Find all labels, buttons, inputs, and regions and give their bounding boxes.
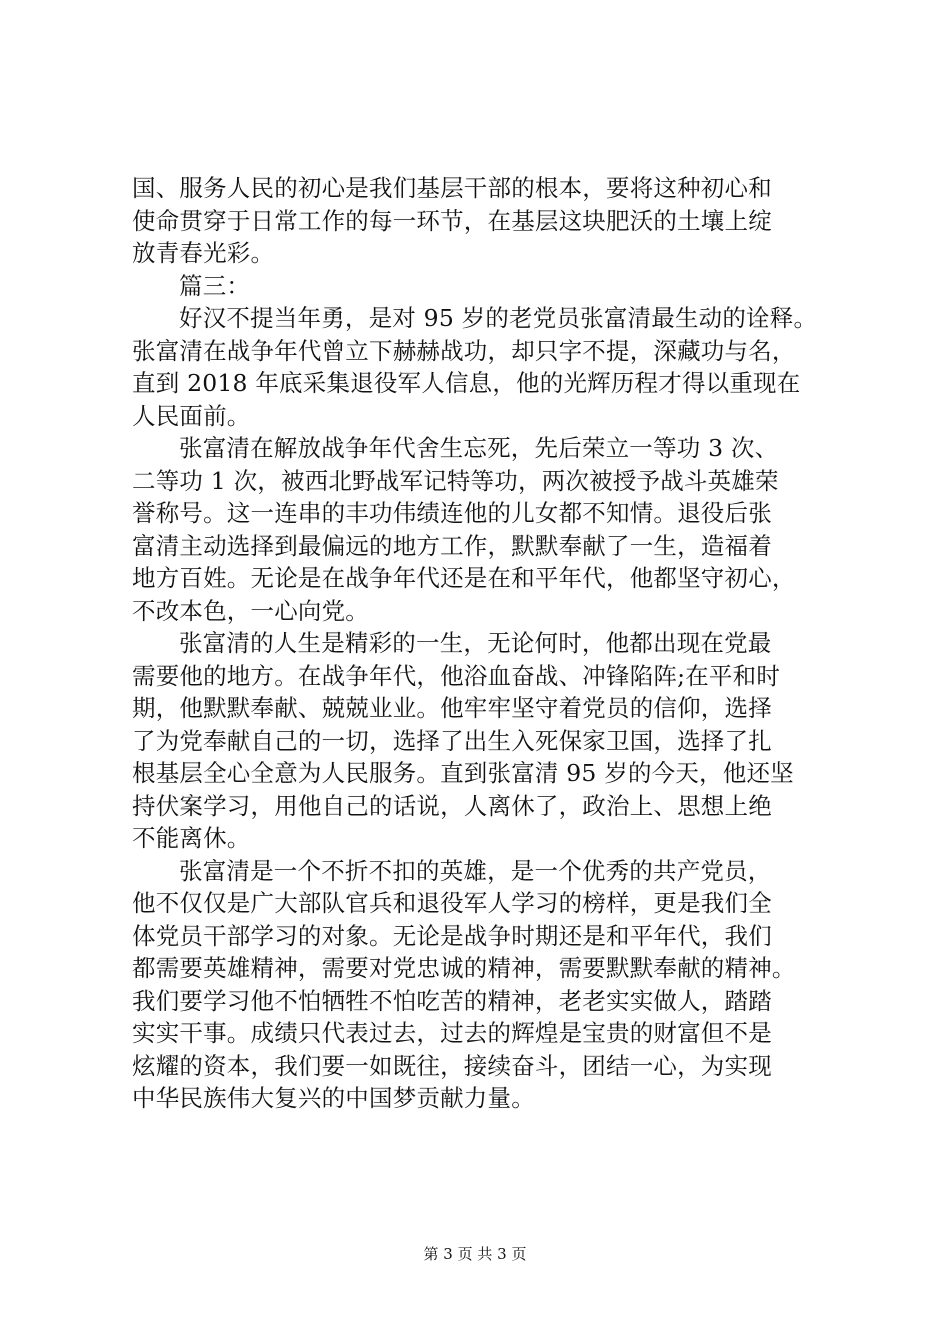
text-line: 他不仅仅是广大部队官兵和退役军人学习的榜样，更是我们全 bbox=[132, 889, 772, 917]
text-line: 好汉不提当年勇，是对 95 岁的老党员张富清最生动的诠释。 bbox=[179, 304, 818, 332]
text-line: 地方百姓。无论是在战争年代还是在和平年代，他都坚守初心， bbox=[132, 564, 796, 592]
text-line: 体党员干部学习的对象。无论是战争时期还是和平年代，我们 bbox=[132, 921, 772, 950]
text-line: 誉称号。这一连串的丰功伟绩连他的儿女都不知情。退役后张 bbox=[132, 499, 772, 527]
text-line: 需要他的地方。在战争年代，他浴血奋战、冲锋陷阵;在平和时 bbox=[132, 661, 781, 690]
text-line: 都需要英雄精神，需要对党忠诚的精神，需要默默奉献的精神。 bbox=[132, 954, 796, 982]
text-line: 我们要学习他不怕牺牲不怕吃苦的精神，老老实实做人，踏踏 bbox=[132, 986, 772, 1015]
text-line: 二等功 1 次，被西北野战军记特等功，两次被授予战斗英雄荣 bbox=[132, 466, 779, 495]
text-line: 国、服务人民的初心是我们基层干部的根本，要将这种初心和 bbox=[132, 174, 772, 202]
text-line: 张富清在解放战争年代舍生忘死，先后荣立一等功 3 次、 bbox=[179, 434, 779, 462]
text-line: 中华民族伟大复兴的中国梦贡献力量。 bbox=[132, 1084, 535, 1112]
section-heading bbox=[132, 270, 852, 303]
text-line: 持伏案学习，用他自己的话说，人离休了，政治上、思想上绝 bbox=[132, 791, 772, 820]
paragraph bbox=[132, 302, 852, 432]
text-line: 放青春光彩。 bbox=[132, 239, 275, 267]
text-line: 张富清是一个不折不扣的英雄，是一个优秀的共产党员， bbox=[179, 856, 772, 885]
text-line: 使命贯穿于日常工作的每一环节，在基层这块肥沃的土壤上绽 bbox=[132, 206, 772, 235]
paragraph bbox=[132, 172, 852, 270]
text-line: 炫耀的资本，我们要一如既往，接续奋斗，团结一心，为实现 bbox=[132, 1051, 772, 1080]
text-line: 根基层全心全意为人民服务。直到张富清 95 岁的今天，他还坚 bbox=[132, 759, 794, 787]
text-line: 实实干事。成绩只代表过去，过去的辉煌是宝贵的财富但不是 bbox=[132, 1019, 772, 1047]
text-line: 张富清在战争年代曾立下赫赫战功，却只字不提，深藏功与名， bbox=[132, 336, 796, 365]
text-line: 篇三： bbox=[179, 271, 251, 300]
paragraph bbox=[132, 855, 852, 1115]
text-line: 不改本色，一心向党。 bbox=[132, 596, 369, 625]
paragraph bbox=[132, 627, 852, 855]
text-line: 人民面前。 bbox=[132, 401, 251, 430]
text-line: 张富清的人生是精彩的一生，无论何时，他都出现在党最 bbox=[179, 629, 772, 657]
page-number-footer: 第 3 页 共 3 页 bbox=[423, 1245, 527, 1263]
text-line: 富清主动选择到最偏远的地方工作，默默奉献了一生，造福着 bbox=[132, 531, 772, 560]
paragraph bbox=[132, 432, 852, 627]
text-line: 了为党奉献自己的一切，选择了出生入死保家卫国，选择了扎 bbox=[132, 726, 772, 755]
document-body bbox=[132, 172, 852, 1115]
text-line: 不能离休。 bbox=[132, 824, 251, 852]
text-line: 直到 2018 年底采集退役军人信息，他的光辉历程才得以重现在 bbox=[132, 369, 801, 397]
text-line: 期，他默默奉献、兢兢业业。他牢牢坚守着党员的信仰，选择 bbox=[132, 694, 772, 722]
